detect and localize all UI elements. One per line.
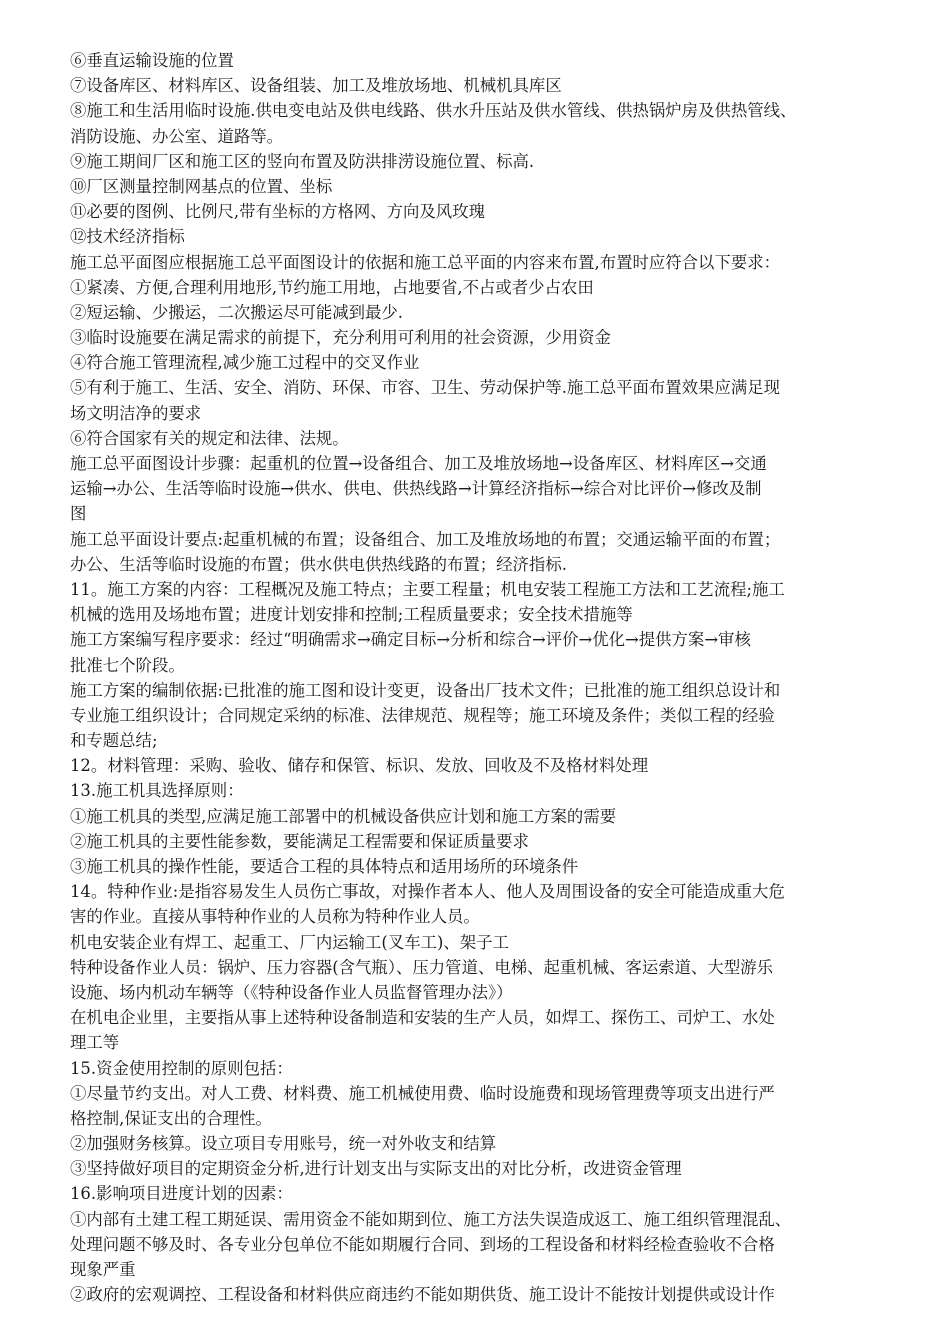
text-line: 机械的选用及场地布置；进度计划安排和控制;工程质量要求；安全技术措施等 [70, 605, 633, 625]
text-line: 害的作业。直接从事特种作业的人员称为特种作业人员。 [70, 907, 480, 927]
text-line: 施工总平面图设计步骤：起重机的位置→设备组合、加工及堆放场地→设备库区、材料库区→交通 [70, 454, 767, 473]
text-line: 现象严重 [70, 1260, 136, 1279]
text-line: 处理问题不够及时、各专业分包单位不能如期履行合同、到场的工程设备和材料经检查验收不合格 [70, 1234, 775, 1254]
text-line: 运输→办公、生活等临时设施→供水、供电、供热线路→计算经济指标→综合对比评价→修改及制 [70, 479, 762, 499]
text-line: ①施工机具的类型,应满足施工部署中的机械设备供应计划和施工方案的需要 [70, 806, 617, 826]
text-line: 在机电企业里，主要指从事上述特种设备制造和安装的生产人员，如焊工、探伤工、司炉工、水处 [70, 1008, 775, 1028]
text-line: 施工总平面图应根据施工总平面图设计的依据和施工总平面的内容来布置,布置时应符合以下要求： [70, 252, 781, 272]
text-line: ⑤有利于施工、生活、安全、消防、环保、市容、卫生、劳动保护等.施工总平面布置效果应满足现 [70, 378, 781, 398]
text-line: ⑫技术经济指标 [70, 227, 185, 247]
text-line: 办公、生活等临时设施的布置；供水供电供热线路的布置；经济指标. [70, 554, 567, 574]
text-line: 机电安装企业有焊工、起重工、厂内运输工(叉车工)、架子工 [70, 932, 509, 952]
text-line: 批准七个阶段。 [70, 655, 185, 675]
text-line: 施工方案的编制依据:已批准的施工图和设计变更，设备出厂技术文件；已批准的施工组织总设计和 [70, 680, 781, 700]
text-line: ③施工机具的操作性能，要适合工程的具体特点和适用场所的环境条件 [70, 857, 579, 876]
text-line: 设施、场内机动车辆等（《特种设备作业人员监督管理办法》） [70, 982, 513, 1002]
text-line: 16.影响项目进度计划的因素： [70, 1184, 293, 1204]
text-line: ④符合施工管理流程,减少施工过程中的交叉作业 [70, 353, 420, 373]
text-line: 13.施工机具选择原则： [70, 781, 244, 801]
text-line: 12。材料管理：采购、验收、储存和保管、标识、发放、回收及不及格材料处理 [70, 756, 649, 776]
text-line: ②加强财务核算。设立项目专用账号，统一对外收支和结算 [70, 1134, 497, 1154]
text-line: ②短运输、少搬运，二次搬运尽可能减到最少. [70, 302, 404, 322]
text-line: 图 [70, 504, 87, 524]
text-line: 格控制,保证支出的合理性。 [70, 1108, 272, 1128]
text-line: ⑥垂直运输设施的位置 [70, 51, 234, 70]
text-line: ⑩厂区测量控制网基点的位置、坐标 [70, 176, 333, 196]
text-line: 施工方案编写程序要求：经过“明确需求→确定目标→分析和综合→评价→优化→提供方案→审核 [70, 630, 751, 650]
text-line: ⑦设备库区、材料库区、设备组装、加工及堆放场地、机械机具库区 [70, 76, 562, 96]
text-line: 施工总平面设计要点:起重机械的布置；设备组合、加工及堆放场地的布置；交通运输平面的布置； [70, 529, 781, 549]
text-line: ⑥符合国家有关的规定和法律、法规。 [70, 428, 349, 448]
text-line: ②施工机具的主要性能参数，要能满足工程需要和保证质量要求 [70, 831, 529, 851]
text-line: ①内部有土建工程工期延误、需用资金不能如期到位、施工方法失误造成返工、施工组织管理混乱、 [70, 1209, 792, 1229]
text-line: ⑧施工和生活用临时设施.供电变电站及供电线路、供水升压站及供水管线、供热锅炉房及供热管线、 [70, 101, 797, 121]
text-line: ⑨施工期间厂区和施工区的竖向布置及防洪排涝设施位置、标高. [70, 151, 535, 171]
text-line: 15.资金使用控制的原则包括： [70, 1058, 293, 1078]
document-page [70, 48, 920, 1307]
text-line: 和专题总结; [70, 731, 158, 751]
text-line: 理工等 [70, 1033, 120, 1053]
text-line: 场文明洁净的要求 [70, 403, 202, 423]
text-line: ③临时设施要在满足需求的前提下，充分利用可利用的社会资源，少用资金 [70, 328, 611, 348]
text-line: ①紧凑、方便,合理利用地形,节约施工用地，占地要省,不占或者少占农田 [70, 277, 594, 297]
text-line: 特种设备作业人员：锅炉、压力容器(含气瓶）、压力管道、电梯、起重机械、客运索道、大型游乐 [70, 957, 773, 977]
text-line: 消防设施、办公室、道路等。 [70, 126, 284, 146]
text-line: ③坚持做好项目的定期资金分析,进行计划支出与实际支出的对比分析，改进资金管理 [70, 1159, 682, 1179]
text-line: 14。特种作业:是指容易发生人员伤亡事故，对操作者本人、他人及周围设备的安全可能造成重大危 [70, 882, 785, 902]
text-line: ①尽量节约支出。对人工费、材料费、施工机械使用费、临时设施费和现场管理费等项支出进行严 [70, 1083, 775, 1103]
text-line: ⑪必要的图例、比例尺,带有坐标的方格网、方向及风玫瑰 [70, 202, 485, 222]
text-line: 11。施工方案的内容：工程概况及施工特点；主要工程量；机电安装工程施工方法和工艺流程;施工 [70, 579, 785, 599]
text-line: ②政府的宏观调控、工程设备和材料供应商违约不能如期供货、施工设计不能按计划提供或设计作 [70, 1285, 775, 1305]
text-line: 专业施工组织设计；合同规定采纳的标准、法律规范、规程等；施工环境及条件；类似工程的经验 [70, 705, 775, 725]
